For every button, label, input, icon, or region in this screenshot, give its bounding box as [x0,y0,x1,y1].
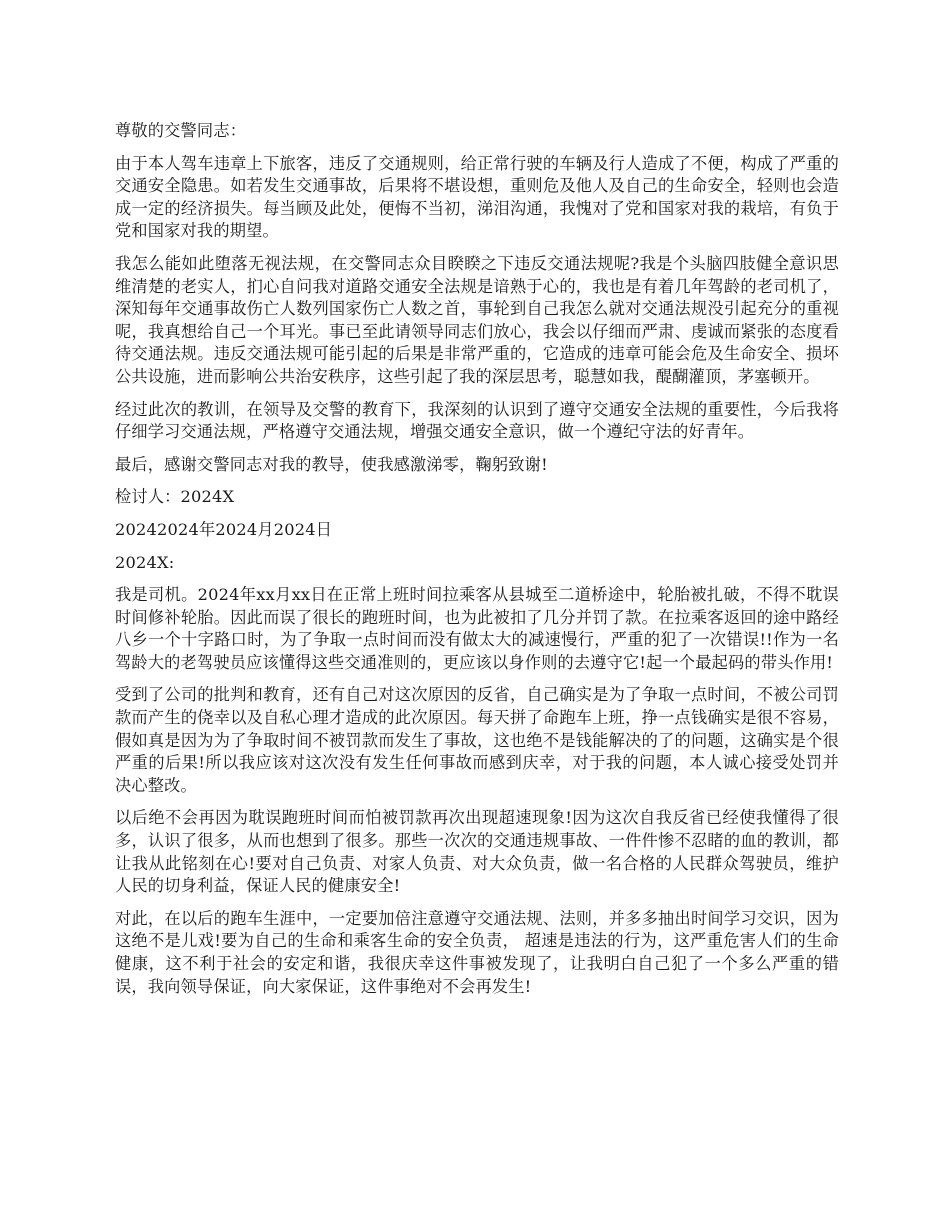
signature-line: 检讨人：2024X [115,487,235,507]
date-line: 20242024年2024月2024日 [115,519,333,539]
second-salutation: 2024X: [115,552,175,572]
greeting-line: 尊敬的交警同志： [115,121,247,140]
paragraph-4: 最后，感谢交警同志对我的教导，使我感激涕零，鞠躬致谢! [115,454,548,474]
paragraph-8: 对此，在以后的跑车生涯中，一定要加倍注意遵守交通法规、法则，并多多抽出时间学习交识，因为这绝不是儿戏!要为自己的生命和乘客生命的安全负责， 超速是违法的行为，这严重危害人们的生命健康，这不利于社会的安定和谐，我很庆幸这件事被发现了，让我明白自己犯了一个多么严重的错误，我向领导保证，向大家保证，这件事绝对不会再发生! [115,908,839,996]
paragraph-5: 我是司机。2024年xx月xx日在正常上班时间拉乘客从县城至二道桥途中，轮胎被扎破，不得不耽误时间修补轮胎。因此而误了很长的跑班时间，也为此被扣了几分并罚了款。在拉乘客返回的途中路经八乡一个十字路口时，为了争取一点时间而没有做太大的减速慢行，严重的犯了一次错误!!作为一名驾龄大的老驾驶员应该懂得这些交通准则的，更应该以身作则的去遵守它!起一个最起码的带头作用! [115,585,839,672]
paragraph-2: 我怎么能如此堕落无视法规，在交警同志众目睽睽之下违反交通法规呢?我是个头脑四肢健全意识思维清楚的老实人，扪心自问我对道路交通安全法规是谙熟于心的，我也是有着几年驾龄的老司机了，深知每年交通事故伤亡人数列国家伤亡人数之首，事轮到自己我怎么就对交通法规没引起充分的重视呢，我真想给自己一个耳光。事已至此请领导同志们放心，我会以仔细而严肃、虔诚而紧张的态度看待交通法规。违反交通法规可能引起的后果是非常严重的，它造成的违章可能会危及生命安全、损坏公共设施，进而影响公共治安秩序，这些引起了我的深层思考，聪慧如我，醍醐灌顶，茅塞顿开。 [115,253,839,386]
paragraph-3: 经过此次的教训，在领导及交警的教育下，我深刻的认识到了遵守交通安全法规的重要性，今后我将仔细学习交通法规，严格遵守交通法规，增强交通安全意识，做一个遵纪守法的好青年。 [115,399,839,442]
paragraph-7: 以后绝不会再因为耽误跑班时间而怕被罚款再次出现超速现象!因为这次自我反省已经使我懂得了很多，认识了很多，从而也想到了很多。那些一次次的交通违规事故、一件件惨不忍睹的血的教训，都让我从此铭刻在心!要对自己负责、对家人负责、对大众负责，做一名合格的人民群众驾驶员，维护人民的切身利益，保证人民的健康安全! [115,808,839,896]
paragraph-6: 受到了公司的批判和教育，还有自己对这次原因的反省，自己确实是为了争取一点时间，不被公司罚款而产生的侥幸以及自私心理才造成的此次原因。每天拼了命跑车上班，挣一点钱确实是很不容易，假如真是因为为了争取时间不被罚款而发生了事故，这也绝不是钱能解决的了的问题，这确实是个很严重的后果!所以我应该对这次没有发生任何事故而感到庆幸，对于我的问题，本人诚心接受处罚并决心整改。 [115,685,839,795]
paragraph-1: 由于本人驾车违章上下旅客，违反了交通规则，给正常行驶的车辆及行人造成了不便，构成了严重的交通安全隐患。如若发生交通事故，后果将不堪设想，重则危及他人及自己的生命安全，轻则也会造成一定的经济损失。每当顾及此处，便悔不当初，涕泪沟通，我愧对了党和国家对我的栽培，有负于党和国家对我的期望。 [115,153,839,241]
document-body [115,120,839,1008]
